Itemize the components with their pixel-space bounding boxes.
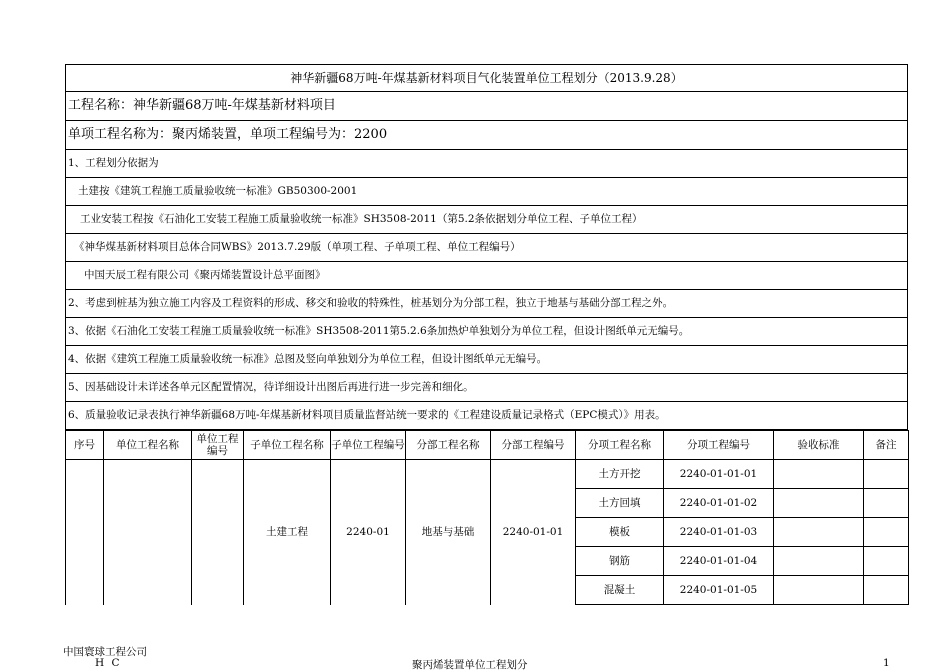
column-header: 子单位工程编号 xyxy=(331,431,406,460)
note-line: 中国天辰工程有限公司《聚丙烯装置设计总平面图》 xyxy=(65,262,908,290)
item-code-cell: 2240-01-01-02 xyxy=(664,489,774,518)
column-header: 验收标准 xyxy=(774,431,864,460)
note-line: 5、因基础设计未详述各单元区配置情况，待详细设计出图后再进行进一步完善和细化。 xyxy=(65,374,908,402)
item-name-cell: 土方回填 xyxy=(576,489,664,518)
note-line: 3、依据《石油化工安装工程施工质量验收统一标准》SH3508-2011第5.2.6条加热炉单独划分为单位工程，但设计图纸单元无编号。 xyxy=(65,318,908,346)
table-row xyxy=(66,460,909,489)
sub-unit-name-cell: 土建工程 xyxy=(244,460,331,605)
single-item-line: 单项工程名称为：聚丙烯装置，单项工程编号为：2200 xyxy=(65,121,908,150)
table-header-row xyxy=(66,431,909,460)
division-table xyxy=(65,430,909,605)
document-title: 神华新疆68万吨-年煤基新材料项目气化装置单位工程划分（2013.9.28） xyxy=(65,64,908,92)
column-header: 备注 xyxy=(864,431,909,460)
note-line: 2、考虑到桩基为独立施工内容及工程资料的形成、移交和验收的特殊性，桩基划分为分部工程，独立于地基与基础分部工程之外。 xyxy=(65,290,908,318)
note-line: 6、质量验收记录表执行神华新疆68万吨-年煤基新材料项目质量监督站统一要求的《工程建设质量记录格式（EPC模式）》用表。 xyxy=(65,402,908,430)
remark-cell xyxy=(864,576,909,605)
seq-cell xyxy=(66,460,104,605)
division-code-cell: 2240-01-01 xyxy=(491,460,576,605)
page-number: 1 xyxy=(883,657,890,669)
column-header: 单位工程名称 xyxy=(104,431,192,460)
column-header: 子单位工程名称 xyxy=(244,431,331,460)
unit-name-cell xyxy=(104,460,192,605)
remark-cell xyxy=(864,460,909,489)
standard-cell xyxy=(774,460,864,489)
footer-company: 中国寰球工程公司 xyxy=(63,646,147,658)
column-header: 分项工程名称 xyxy=(576,431,664,460)
standard-cell xyxy=(774,518,864,547)
remark-cell xyxy=(864,547,909,576)
item-name-cell: 土方开挖 xyxy=(576,460,664,489)
item-code-cell: 2240-01-01-04 xyxy=(664,547,774,576)
standard-cell xyxy=(774,489,864,518)
standard-cell xyxy=(774,576,864,605)
standard-cell xyxy=(774,547,864,576)
item-name-cell: 钢筋 xyxy=(576,547,664,576)
column-header: 分部工程名称 xyxy=(406,431,491,460)
item-name-cell: 模板 xyxy=(576,518,664,547)
division-name-cell: 地基与基础 xyxy=(406,460,491,605)
note-line: 4、依据《建筑工程施工质量验收统一标准》总图及竖向单独划分为单位工程，但设计图纸单元无编号。 xyxy=(65,346,908,374)
note-line: 《神华煤基新材料项目总体合同WBS》2013.7.29版（单项工程、子单项工程、单位工程编号） xyxy=(65,234,908,262)
note-line: 工业安装工程按《石油化工安装工程施工质量验收统一标准》SH3508-2011（第5.2条依据划分单位工程、子单位工程） xyxy=(65,206,908,234)
project-name: 工程名称：神华新疆68万吨-年煤基新材料项目 xyxy=(65,92,908,121)
item-code-cell: 2240-01-01-01 xyxy=(664,460,774,489)
footer-logo-text: H C xyxy=(95,657,122,669)
unit-code-cell xyxy=(192,460,244,605)
item-name-cell: 混凝土 xyxy=(576,576,664,605)
sub-unit-code-cell: 2240-01 xyxy=(331,460,406,605)
remark-cell xyxy=(864,489,909,518)
document-sheet xyxy=(65,64,908,605)
column-header: 分项工程编号 xyxy=(664,431,774,460)
item-code-cell: 2240-01-01-03 xyxy=(664,518,774,547)
column-header: 序号 xyxy=(66,431,104,460)
item-code-cell: 2240-01-01-05 xyxy=(664,576,774,605)
note-line: 土建按《建筑工程施工质量验收统一标准》GB50300-2001 xyxy=(65,178,908,206)
column-header: 分部工程编号 xyxy=(491,431,576,460)
remark-cell xyxy=(864,518,909,547)
column-header: 单位工程编号 xyxy=(192,431,244,460)
footer-document-name: 聚丙烯装置单位工程划分 xyxy=(412,659,528,671)
note-line: 1、工程划分依据为 xyxy=(65,150,908,178)
